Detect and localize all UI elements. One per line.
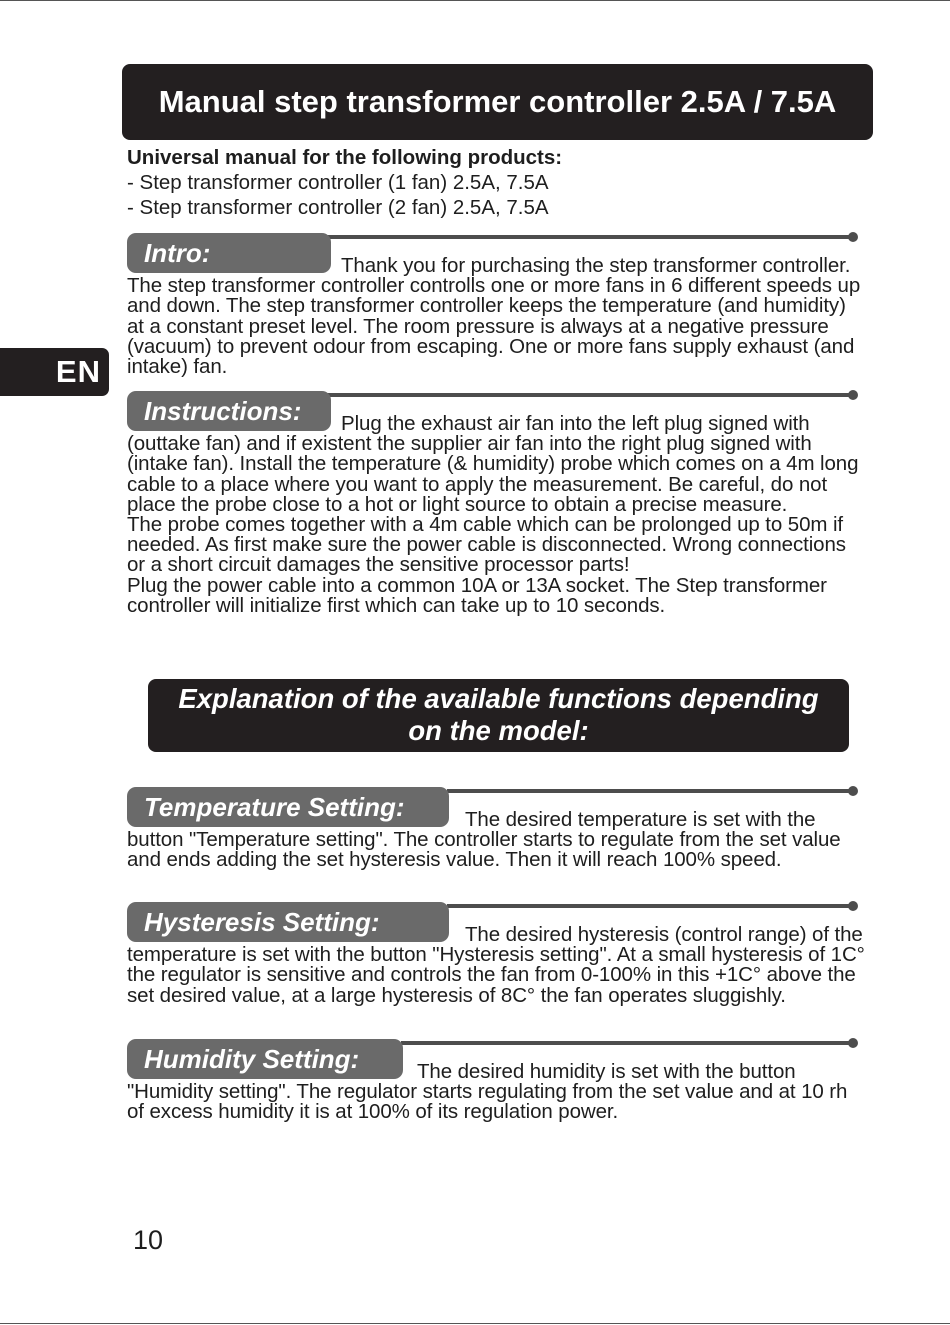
section-rule-dot [848,1038,858,1048]
instructions-paragraph: The probe comes together with a 4m cable which can be prolonged up to 50m if needed. As first make sure the power cable is disconnected. Wrong connections or a short circuit damages the sensitive processor parts! [127,513,846,577]
temperature-section [127,787,867,871]
intro-section [127,233,867,377]
hysteresis-section [127,902,867,1006]
intro-paragraph: Thank you for purchasing the step transformer controller. The step transformer controller controlls one or more fans in 6 different speeds up and down. The step transformer controller keeps the temperature (and humidity) at a constant preset level. The room pressure is always at a negative pressure (vacuum) to prevent odour from escaping. One or more fans supply exhaust (and intake) fan. [127,254,861,379]
instructions-label: Instructions: [127,391,331,431]
section-rule [447,789,854,793]
section-rule [447,904,854,908]
temperature-paragraph: The desired temperature is set with the button "Temperature setting". The controller starts to regulate from the set value and ends adding the set hysteresis value. Then it will reach 100% speed. [127,808,841,872]
section-rule [401,1041,854,1045]
instructions-paragraph: Plug the exhaust air fan into the left plug signed with (outtake fan) and if existent the supplier air fan into the right plug signed with (intake fan). Install the temperature (& humidity) probe which comes on a 4m long cable to a place where you want to apply the measurement. Be careful, do not place the probe close to a hot or light source to obtain a precise measure. [127,412,859,516]
section-rule-dot [848,786,858,796]
functions-banner-line: Explanation of the available functions depending [178,683,819,714]
product-list [127,145,562,220]
product-item: - Step transformer controller (2 fan) 2.5A, 7.5A [127,196,549,219]
humidity-paragraph: The desired humidity is set with the button "Humidity setting". The regulator starts regulating from the set value and at 10 rh of excess humidity it is at 100% of its regulation power. [127,1060,848,1124]
product-item: - Step transformer controller (1 fan) 2.5A, 7.5A [127,171,549,194]
language-tab: EN [0,348,109,396]
hysteresis-label: Hysteresis Setting: [127,902,449,942]
functions-banner-line: on the model: [408,715,589,746]
temperature-label: Temperature Setting: [127,787,449,827]
bottom-border [0,1323,950,1324]
section-rule-dot [848,232,858,242]
instructions-section [127,391,867,616]
humidity-label: Humidity Setting: [127,1039,403,1079]
page-title: Manual step transformer controller 2.5A / 7.5A [122,64,873,140]
intro-label: Intro: [127,233,331,273]
section-rule-dot [848,901,858,911]
functions-banner [148,679,849,752]
humidity-section [127,1039,867,1123]
section-rule [327,235,854,239]
product-list-heading: Universal manual for the following products: [127,146,563,169]
page-number: 10 [133,1225,164,1255]
hysteresis-paragraph: The desired hysteresis (control range) of the temperature is set with the button "Hysteresis setting". At a small hysteresis of 1C° the regulator is sensitive and controls the fan from 0-100% in this +1C° above the set desired value, at a large hysteresis of 8C° the fan operates sluggishly. [127,923,865,1007]
section-rule-dot [848,390,858,400]
section-rule [327,393,854,397]
top-border [0,0,950,1]
instructions-paragraph: Plug the power cable into a common 10A or 13A socket. The Step transformer controller will initialize first which can take up to 10 seconds. [127,573,827,617]
